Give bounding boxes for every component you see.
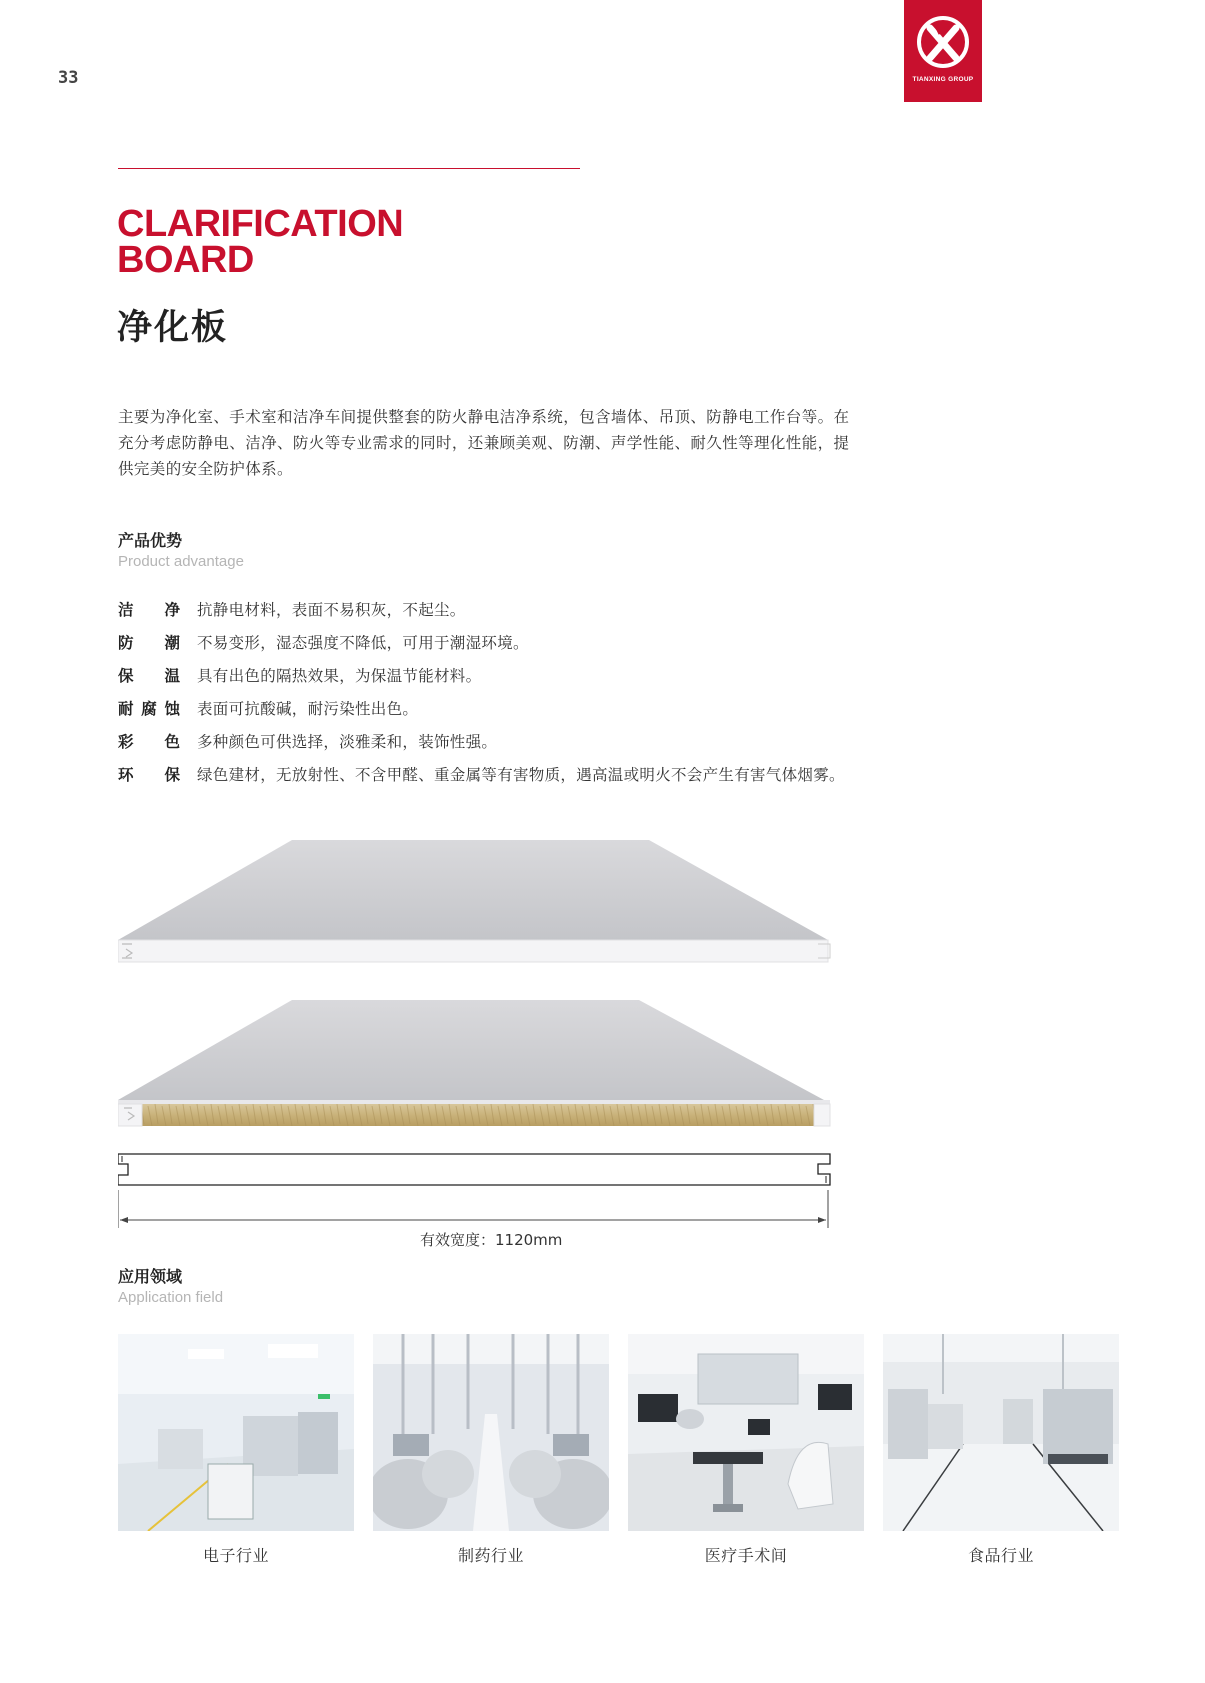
pharmaceutical-plant-photo [373, 1334, 609, 1531]
advantage-desc: 不易变形，湿态强度不降低，可用于潮湿环境。 [197, 633, 529, 652]
operating-room-photo [628, 1334, 864, 1531]
application-card-operating [628, 1334, 864, 1566]
effective-width-label: 有效宽度：1120mm [420, 1231, 563, 1249]
application-card-pharma [373, 1334, 609, 1566]
brand-logo [904, 0, 982, 102]
advantage-label: 防潮 [118, 633, 180, 652]
panel-rockwool [118, 1000, 830, 1126]
intro-paragraph: 主要为净化室、手术室和洁净车间提供整套的防火静电洁净系统，包含墙体、吊顶、防静电工作台等。在充分考虑防静电、洁净、防火等专业需求的同时，还兼顾美观、防潮、声学性能、耐久性等理化性能，提供完美的安全防护体系。 [118, 408, 850, 478]
page-number: 33 [58, 68, 79, 88]
title-en-line1: CLARIFICATION [117, 203, 404, 245]
advantage-desc: 抗静电材料，表面不易积灰，不起尘。 [197, 600, 466, 619]
advantage-desc: 多种颜色可供选择，淡雅柔和，装饰性强。 [197, 732, 498, 751]
application-heading: 应用领域 [118, 1267, 183, 1286]
application-label: 电子行业 [202, 1546, 269, 1565]
advantages-subheading: Product advantage [118, 553, 244, 570]
width-dimension [118, 1190, 828, 1228]
advantage-item [118, 691, 845, 724]
title-english [117, 203, 404, 281]
advantage-item [118, 625, 845, 658]
panel-hollow [118, 840, 830, 962]
application-card-food [883, 1334, 1119, 1566]
advantages-list [118, 592, 845, 790]
advantage-label: 环保 [118, 765, 180, 784]
header-rule [118, 168, 580, 169]
tianxing-logo-icon [913, 12, 973, 72]
advantage-item [118, 724, 845, 757]
advantage-label: 耐腐蚀 [118, 699, 180, 718]
advantage-desc: 表面可抗酸碱，耐污染性出色。 [197, 699, 419, 718]
advantage-item [118, 658, 845, 691]
application-label: 医疗手术间 [704, 1546, 788, 1565]
title-chinese: 净化板 [117, 308, 229, 348]
logo-text: TIANXING GROUP [912, 76, 974, 83]
panel-diagram [118, 840, 838, 1240]
application-label: 制药行业 [457, 1546, 524, 1565]
advantage-desc: 绿色建材，无放射性、不含甲醛、重金属等有害物质，遇高温或明火不会产生有害气体烟雾。 [197, 765, 845, 784]
advantage-item [118, 757, 845, 790]
advantages-heading: 产品优势 [118, 531, 183, 550]
advantage-desc: 具有出色的隔热效果，为保温节能材料。 [197, 666, 482, 685]
panel-cross-section [118, 1154, 830, 1185]
title-en-line2: BOARD [117, 239, 254, 281]
advantage-label: 彩色 [118, 732, 180, 751]
advantage-item [118, 592, 845, 625]
advantage-label: 洁净 [118, 600, 180, 619]
application-label: 食品行业 [967, 1546, 1034, 1565]
application-card-electronics [118, 1334, 354, 1566]
application-subheading: Application field [118, 1289, 224, 1306]
advantage-label: 保温 [118, 666, 180, 685]
food-factory-photo [883, 1334, 1119, 1531]
electronics-cleanroom-photo [118, 1334, 354, 1531]
